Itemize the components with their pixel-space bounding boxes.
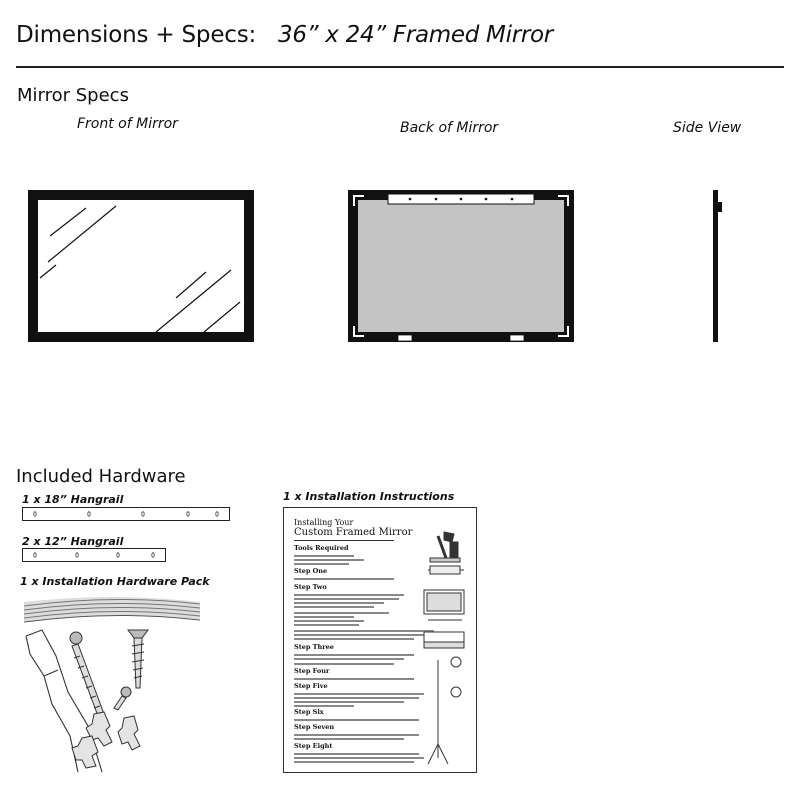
side-view-label: Side View [673, 120, 742, 136]
instructions-label: 1 x Installation Instructions [283, 490, 455, 503]
doc-section: Step Four [294, 667, 330, 675]
doc-title-line1: Installing Your [294, 518, 354, 527]
doc-section: Step Eight [294, 742, 333, 750]
doc-section: Step Six [294, 708, 324, 716]
side-view-drawing [712, 190, 726, 342]
instructions-document [283, 507, 477, 773]
doc-section: Step Seven [294, 723, 335, 731]
side-profile [713, 190, 718, 342]
doc-illustrations [424, 528, 468, 768]
step-three-illustration [424, 632, 464, 648]
hangrail-12-label: 2 x 12” Hangrail [22, 535, 124, 548]
hangrail-12-drawing [22, 548, 166, 562]
tools-illustration [428, 532, 464, 574]
doc-section: Step Three [294, 643, 334, 651]
mirror-glass [38, 200, 244, 332]
doc-section: Step Two [294, 583, 327, 591]
page-title: Dimensions + Specs: [16, 22, 257, 48]
front-mirror-drawing [28, 190, 254, 342]
front-view-label: Front of Mirror [77, 116, 178, 132]
doc-section: Step Five [294, 682, 328, 690]
mirror-specs-heading: Mirror Specs [17, 85, 129, 106]
hardware-pack-label: 1 x Installation Hardware Pack [20, 575, 210, 588]
product-name: 36” x 24” Framed Mirror [278, 22, 553, 48]
doc-section: Tools Required [294, 544, 349, 552]
included-hardware-heading: Included Hardware [16, 466, 186, 487]
hardware-pack-drawing [22, 596, 202, 774]
wall-illustration [428, 657, 461, 764]
mirror-back-panel [358, 200, 564, 332]
hangrail-18-drawing [22, 507, 230, 521]
side-hangrail [718, 202, 722, 212]
step-two-illustration [424, 590, 464, 620]
hangrail-18-label: 1 x 18” Hangrail [22, 493, 124, 506]
bag-outline [22, 596, 202, 774]
back-mirror-drawing [348, 190, 574, 342]
back-view-label: Back of Mirror [400, 120, 499, 136]
doc-section: Step One [294, 567, 328, 575]
doc-title-line2: Custom Framed Mirror [294, 527, 413, 538]
header-divider [16, 66, 784, 68]
